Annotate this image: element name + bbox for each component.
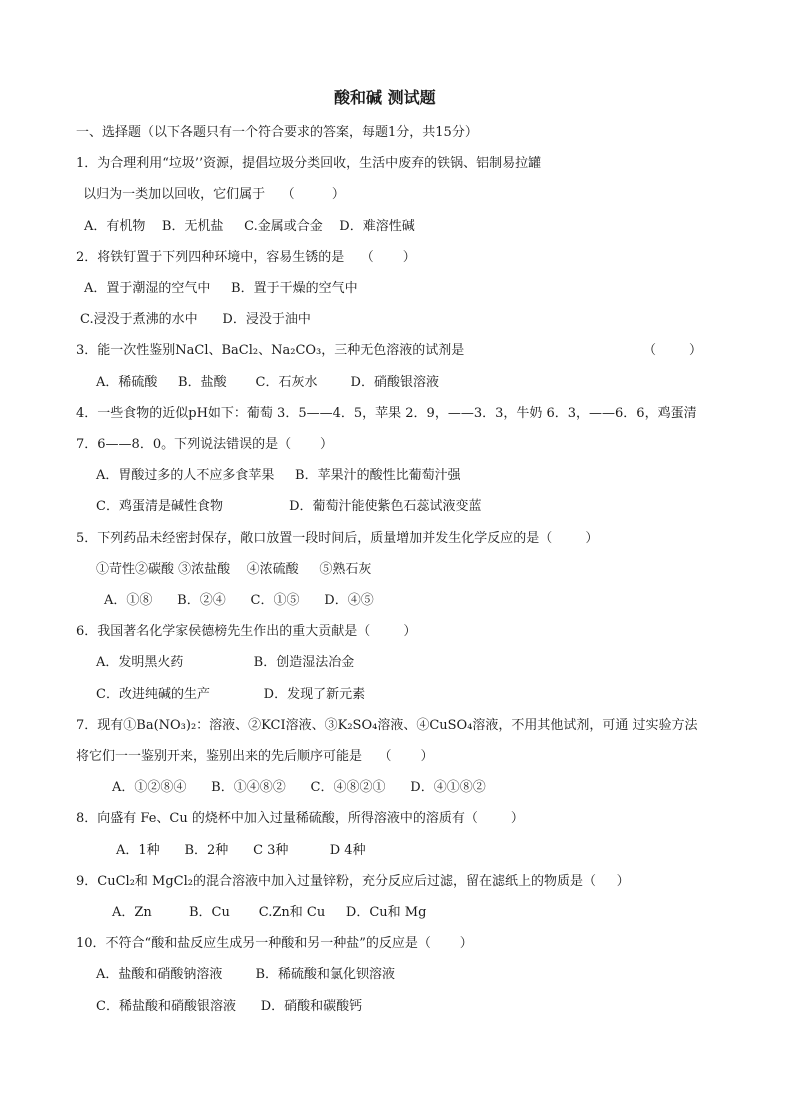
question-8-options: A．1种 B．2种 C 3种 D 4种 — [116, 843, 366, 858]
question-2-line-1: 2．将铁钉置于下列四种环境中，容易生锈的是 （ ） — [76, 250, 416, 265]
question-1-line-1: 1．为合理利用“垃圾’’资源，提倡垃圾分类回收，生活中废弃的铁锅、铝制易拉罐 — [76, 156, 542, 171]
question-4-options-row-2: C．鸡蛋清是碱性食物 D．葡萄汁能使紫色石蕊试液变蓝 — [96, 499, 482, 514]
question-6-options-row-1: A．发明黑火药 B．创造湿法冶金 — [96, 655, 355, 670]
question-9-line-1: 9．CuCl₂和 MgCl₂的混合溶液中加入过量锌粉，充分反应后过滤，留在滤纸上的物质是（ ） — [76, 874, 630, 889]
question-7-line-2: 将它们一一鉴别开来，鉴别出来的先后顺序可能是 （ ） — [76, 749, 434, 764]
question-2-options-row-1: A．置于潮湿的空气中 B．置于干燥的空气中 — [84, 281, 358, 296]
question-10-options-row-1: A．盐酸和硝酸钠溶液 B．稀硫酸和氯化钡溶液 — [96, 967, 396, 982]
question-6-options-row-2: C．改进纯碱的生产 D．发现了新元素 — [96, 687, 366, 702]
question-2-options-row-2: C.浸没于煮沸的水中 D．浸没于油中 — [80, 312, 311, 327]
question-8-line-1: 8．向盛有 Fe、Cu 的烧杯中加入过量稀硫酸，所得溶液中的溶质有（ ） — [76, 811, 524, 826]
section-heading: 一、选择题（以下各题只有一个符合要求的答案，每题1分，共15分） — [76, 125, 478, 140]
question-10-options-row-2: C．稀盐酸和硝酸银溶液 D．硝酸和碳酸钙 — [96, 999, 363, 1014]
page-title: 酸和碱 测试题 — [334, 88, 436, 107]
question-5-options: A．①⑧ B．②④ C．①⑤ D．④⑤ — [104, 593, 374, 608]
question-3-answer-blank: （ ） — [643, 343, 703, 358]
question-7-options: A．①②⑧④ B．①④⑧② C．④⑧②① D．④①⑧② — [112, 780, 486, 795]
question-1-options: A．有机物 B．无机盐 C.金属或合金 D．难溶性碱 — [84, 219, 415, 234]
question-4-line-2: 7．6——8．0。下列说法错误的是（ ） — [76, 437, 334, 452]
question-5-line-1: 5．下列药品未经密封保存，敞口放置一段时间后，质量增加并发生化学反应的是（ ） — [76, 531, 599, 546]
question-3-options: A．稀硫酸 B．盐酸 C．石灰水 D．硝酸银溶液 — [96, 375, 439, 390]
question-1-line-2: 以归为一类加以回收，它们属于 （ ） — [79, 187, 345, 202]
question-3-line-1: 3．能一次性鉴别NaCl、BaCl₂、Na₂CO₃，三种无色溶液的试剂是 — [76, 343, 465, 358]
question-9-options: A．Zn B．Cu C.Zn和 Cu D．Cu和 Mg — [112, 905, 427, 920]
question-10-line-1: 10．不符合“酸和盐反应生成另一种酸和另一种盐”的反应是（ ） — [76, 936, 473, 951]
question-7-line-1: 7．现有①Ba(NO₃)₂：溶液、②KCI溶液、③K₂SO₄溶液、④CuSO₄溶液，不用其他试剂，可通 过实验方法 — [76, 718, 698, 733]
question-6-line-1: 6．我国著名化学家侯德榜先生作出的重大贡献是（ ） — [76, 624, 417, 639]
question-5-items: ①苛性②碳酸 ③浓盐酸 ④浓硫酸 ⑤熟石灰 — [96, 562, 372, 577]
question-4-options-row-1: A．胃酸过多的人不应多食苹果 B．苹果汁的酸性比葡萄汁强 — [96, 468, 461, 483]
question-4-line-1: 4．一些食物的近似pH如下：葡萄 3．5——4．5，苹果 2．9，——3．3，牛奶 6．3，——6．6，鸡蛋清 — [76, 406, 697, 421]
